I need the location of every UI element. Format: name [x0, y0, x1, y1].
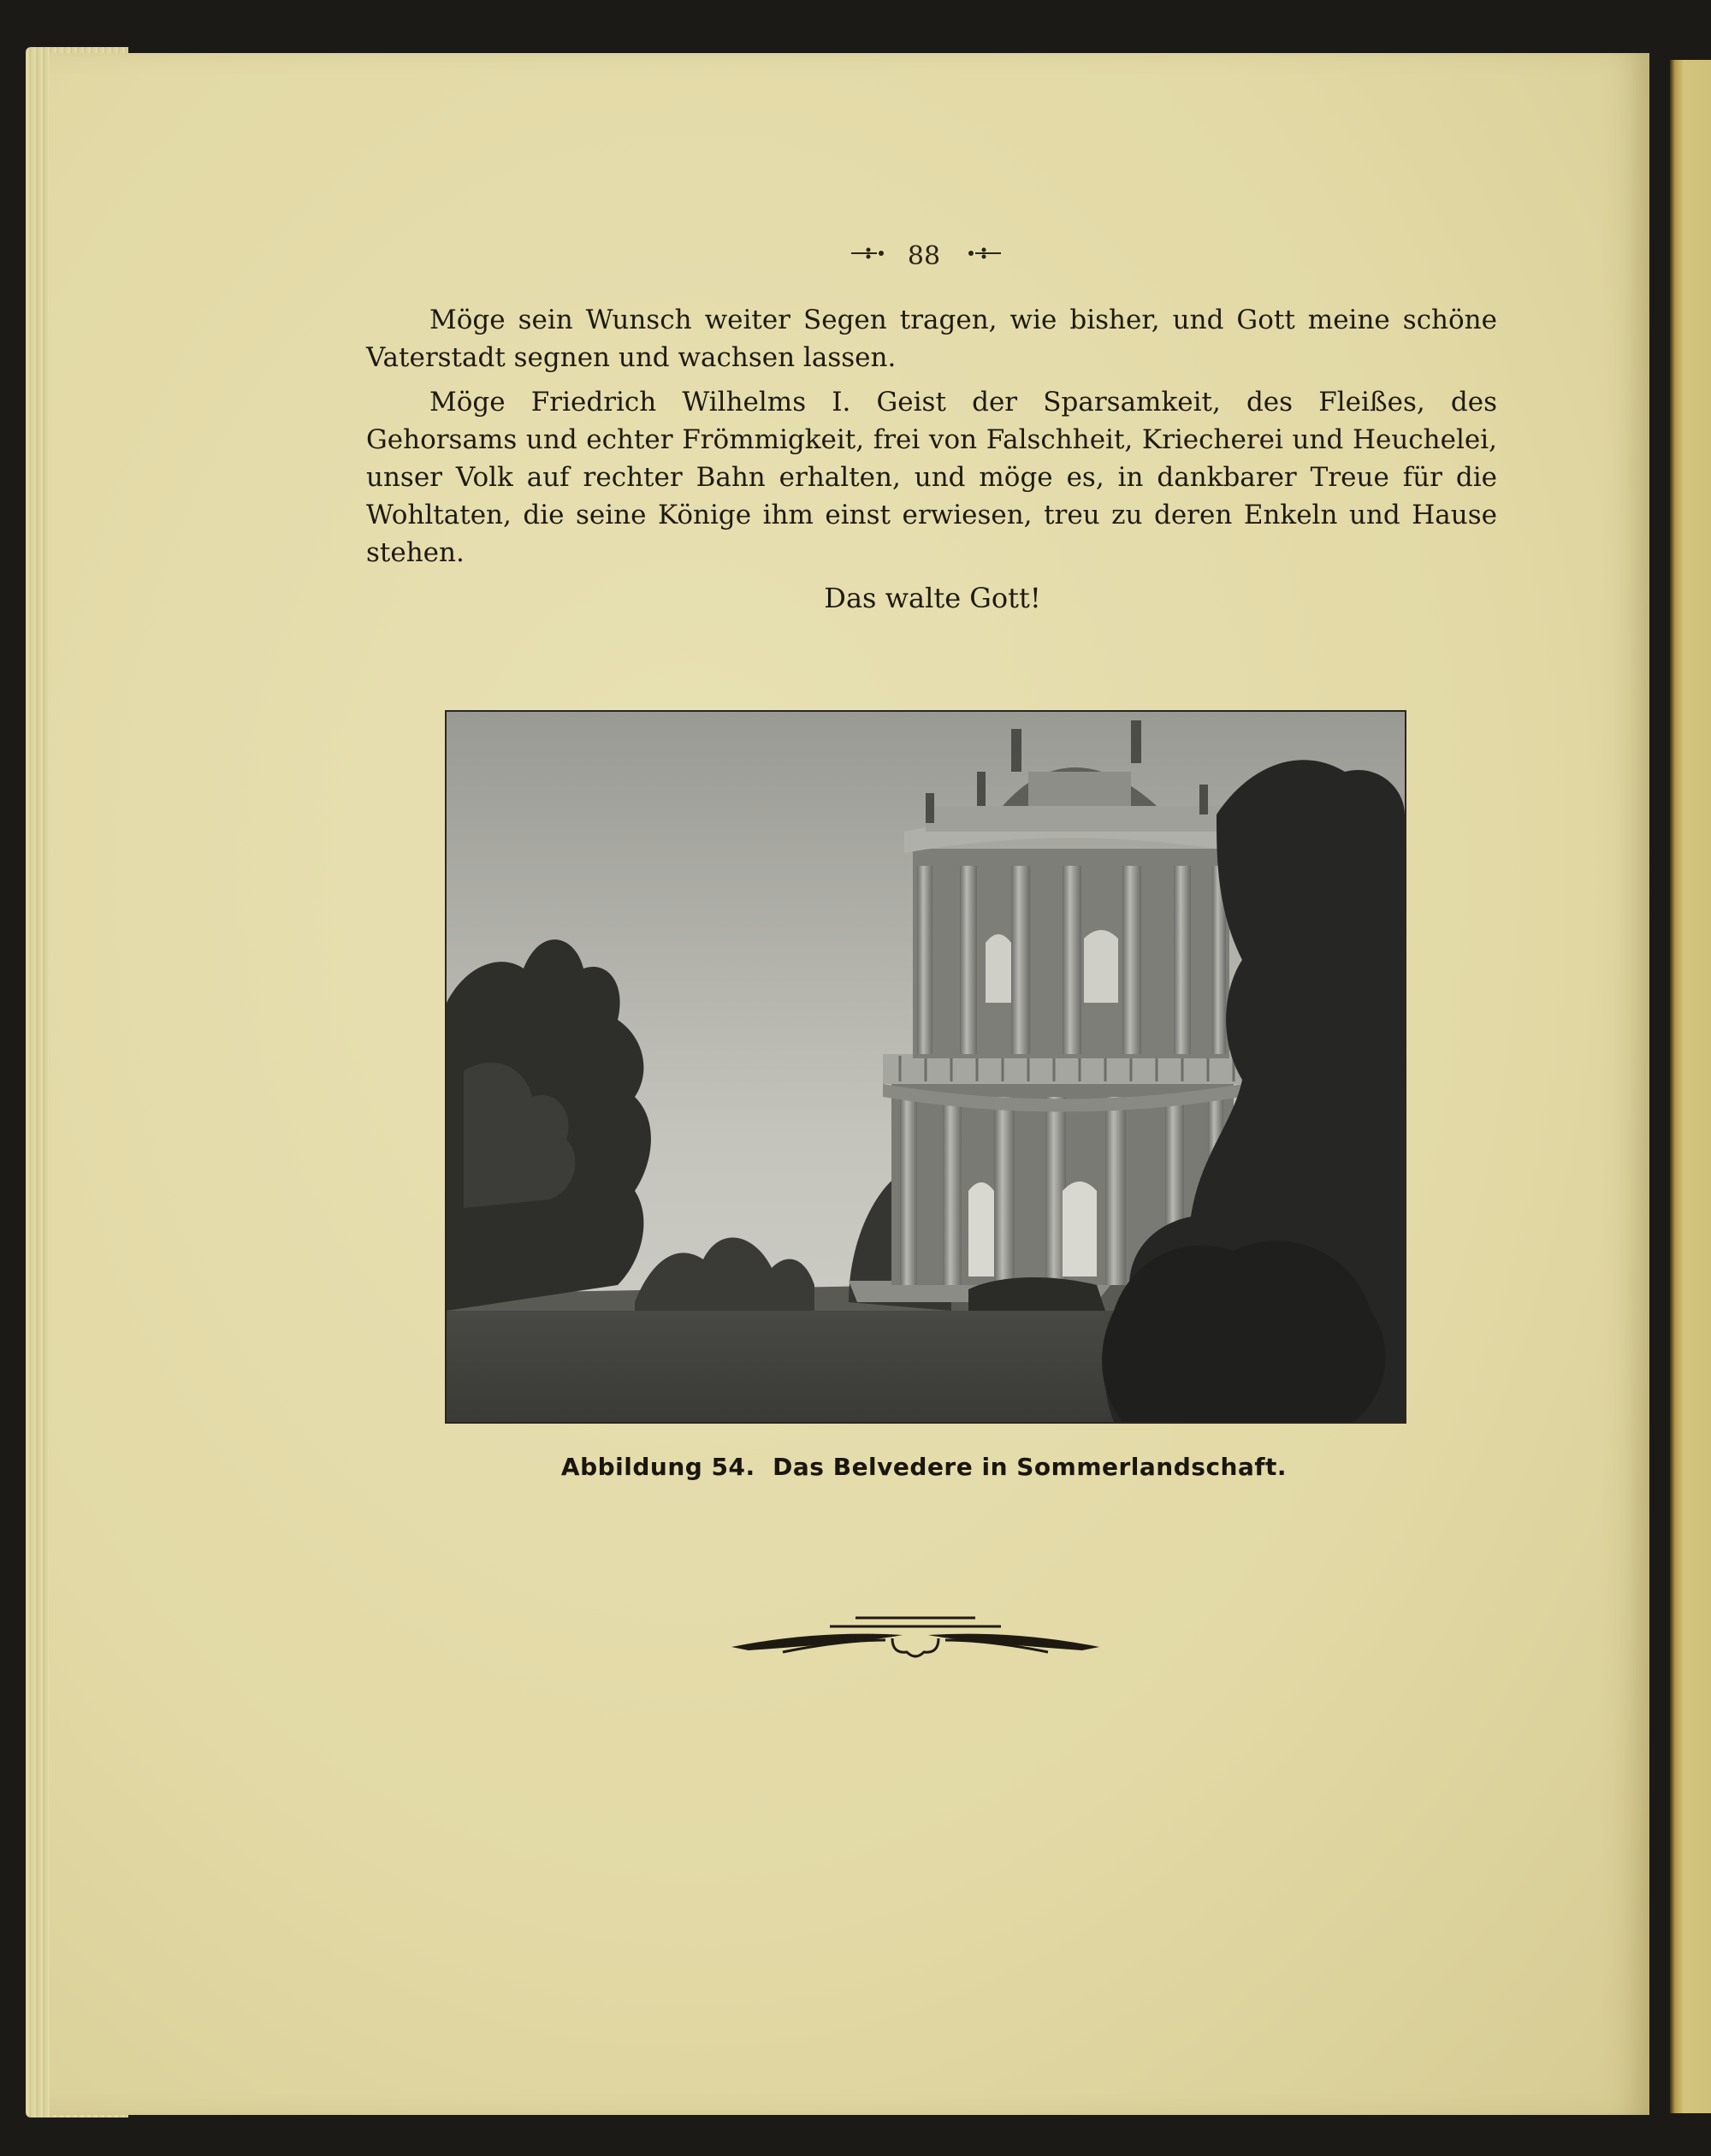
page-number: 88 [907, 241, 941, 271]
belvedere-photograph [445, 710, 1406, 1424]
tailpiece-ornament-icon [731, 1613, 1099, 1673]
figure-caption [479, 1453, 1369, 1481]
page-number-ornament-right [967, 246, 1001, 260]
paragraph: Möge sein Wunsch weiter Segen tragen, wie bisher, und Gott meine schöne Vaterstadt segnen und wachsen lassen. [366, 305, 1497, 373]
caption-text: Das Belvedere in Sommerlandschaft. [773, 1453, 1288, 1481]
paragraph: Möge Friedrich Wilhelms I. Geist der Sparsamkeit, des Fleißes, des Gehorsams und echter Frömmigkeit, frei von Falschheit, Kriecherei und Heuchelei, unser Volk auf rechter Bahn erhalten, und möge es, in dankbarer Treue für die Wohltaten, die seine Könige ihm einst erwiesen, treu zu deren Enkeln und Hause stehen. [366, 387, 1497, 568]
next-page-edge [1670, 60, 1711, 2113]
upper-colonnade [917, 866, 1226, 1054]
caption-label: Abbildung 54. [560, 1453, 755, 1481]
closing-line: Das walte Gott! [824, 582, 1041, 614]
body-text [366, 301, 1497, 578]
